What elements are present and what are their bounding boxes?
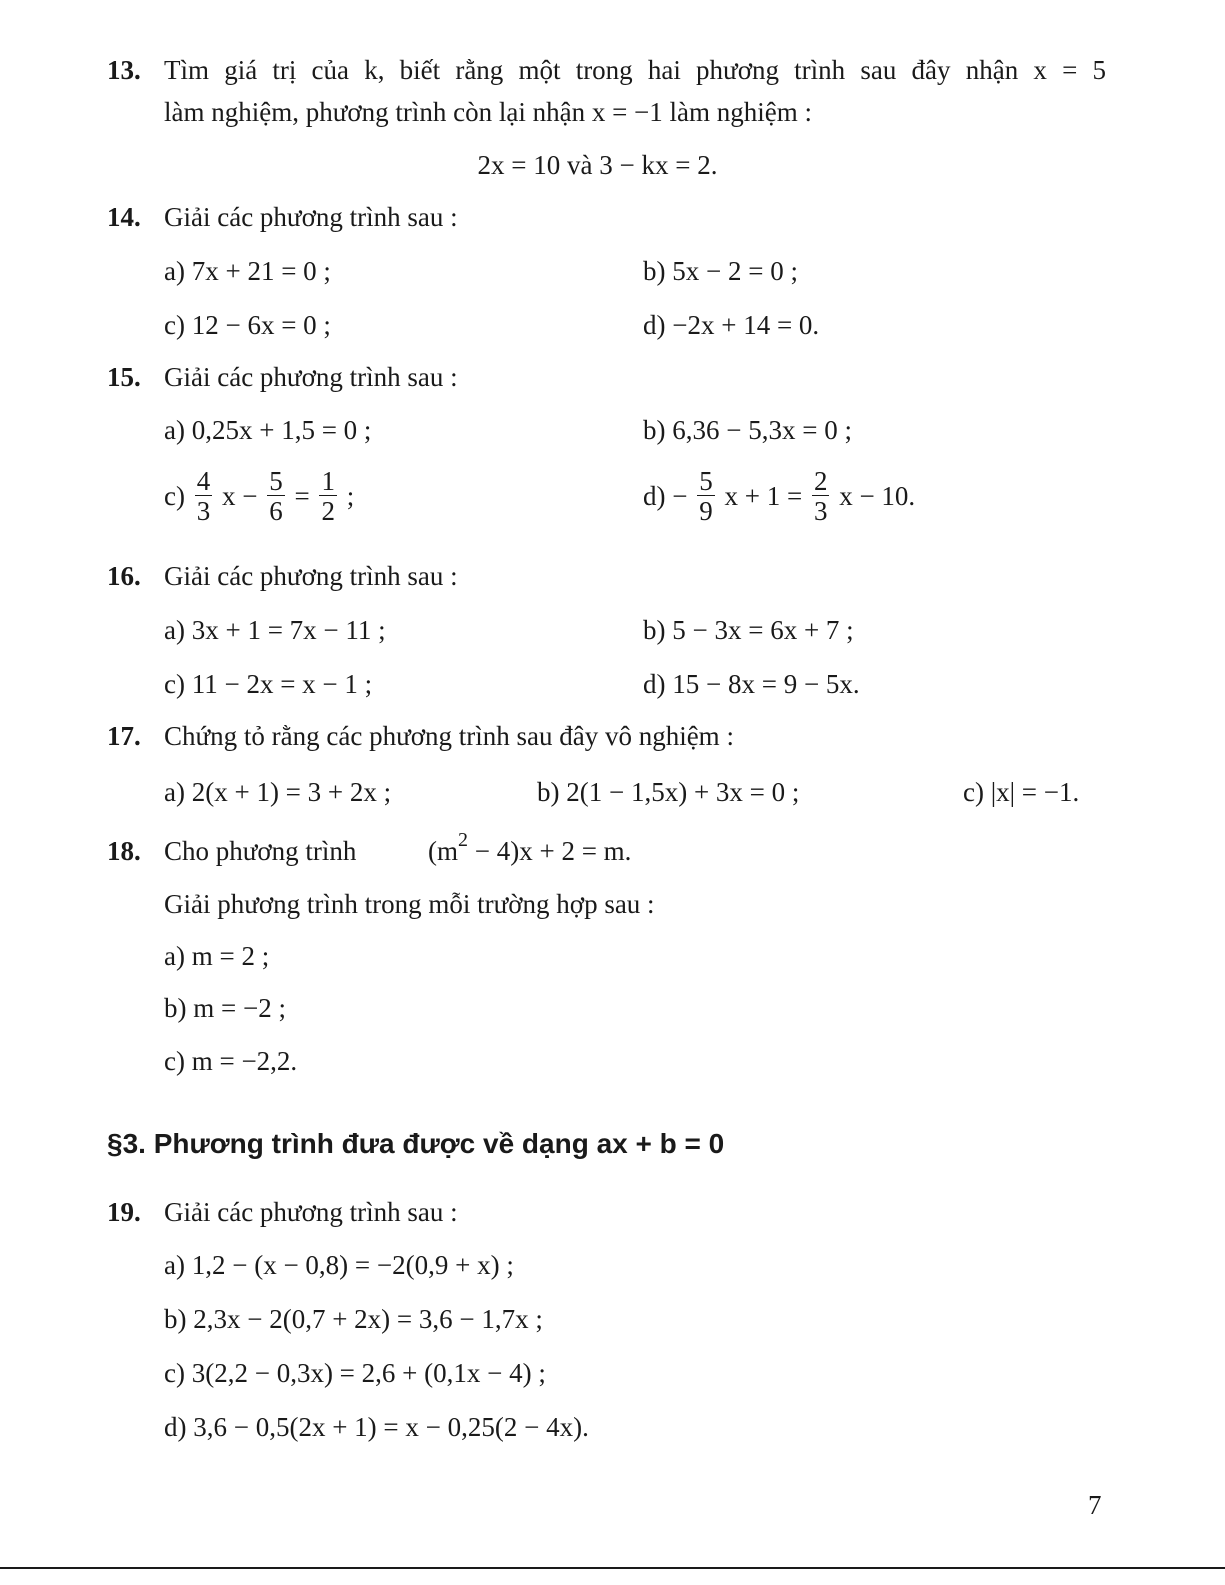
fraction-denominator: 3 [196, 496, 211, 526]
expression-text: x + 1 = [724, 481, 803, 511]
problem-13-equation: 2x = 10 và 3 − kx = 2. [477, 150, 718, 180]
fraction [319, 468, 337, 525]
problem-18-lead: Cho phương trình [164, 836, 357, 866]
fraction-numerator: 5 [699, 466, 713, 496]
expression-text: x − 10. [839, 481, 916, 511]
problem-17-title: Chứng tỏ rằng các phương trình sau đây vô nghiệm : [164, 721, 734, 751]
problem-17-number: 17. [107, 721, 141, 751]
problem-15-a: a) 0,25x + 1,5 = 0 ; [164, 415, 372, 445]
problem-14-d: d) −2x + 14 = 0. [643, 310, 820, 340]
equation-part: (m [428, 836, 458, 866]
fraction-denominator: 6 [269, 496, 283, 526]
fraction [812, 468, 830, 525]
fraction-numerator: 5 [269, 466, 283, 496]
fraction-denominator: 2 [321, 496, 335, 526]
problem-19-d: d) 3,6 − 0,5(2x + 1) = x − 0,25(2 − 4x). [164, 1412, 589, 1442]
problem-19-title: Giải các phương trình sau : [164, 1197, 458, 1227]
fraction [267, 468, 285, 525]
problem-15-c-label: c) [164, 481, 185, 511]
problem-18-equation [428, 829, 632, 866]
problem-19-c: c) 3(2,2 − 0,3x) = 2,6 + (0,1x − 4) ; [164, 1358, 546, 1388]
problem-18-c: c) m = −2,2. [164, 1046, 298, 1076]
problem-18-subtitle: Giải phương trình trong mỗi trường hợp sau : [164, 889, 655, 919]
fraction-numerator: 1 [321, 466, 335, 496]
expression-text: x − [221, 481, 258, 511]
bottom-rule [0, 1567, 1225, 1569]
problem-17-a: a) 2(x + 1) = 3 + 2x ; [164, 777, 392, 807]
fraction [697, 468, 715, 525]
problem-15-d [643, 468, 915, 525]
expression-text: ; [346, 481, 355, 511]
problem-15-d-label: d) [643, 481, 666, 511]
problem-13-line1: Tìm giá trị của k, biết rằng một trong hai phương trình sau đây nhận x = 5 [164, 55, 1106, 85]
expression-text: = [294, 481, 310, 511]
problem-14-title: Giải các phương trình sau : [164, 202, 458, 232]
problem-15-title: Giải các phương trình sau : [164, 362, 458, 392]
problem-19-a: a) 1,2 − (x − 0,8) = −2(0,9 + x) ; [164, 1250, 514, 1280]
problem-14-b: b) 5x − 2 = 0 ; [643, 256, 798, 286]
problem-13-line2: làm nghiệm, phương trình còn lại nhận x = −1 làm nghiệm : [164, 97, 813, 127]
problem-17-b: b) 2(1 − 1,5x) + 3x = 0 ; [537, 777, 800, 807]
exponent: 2 [458, 829, 468, 851]
problem-14-c: c) 12 − 6x = 0 ; [164, 310, 331, 340]
problem-16-d: d) 15 − 8x = 9 − 5x. [643, 669, 860, 699]
section-heading: §3. Phương trình đưa được về dạng ax + b = 0 [107, 1128, 725, 1159]
problem-18-b: b) m = −2 ; [164, 993, 286, 1023]
problem-19-number: 19. [107, 1197, 141, 1227]
problem-15-number: 15. [107, 362, 141, 392]
problem-19-b: b) 2,3x − 2(0,7 + 2x) = 3,6 − 1,7x ; [164, 1304, 543, 1334]
problem-17-c: c) |x| = −1. [963, 777, 1080, 807]
problem-16-b: b) 5 − 3x = 6x + 7 ; [643, 615, 854, 645]
page-number: 7 [1088, 1490, 1102, 1520]
expression-text: − [672, 481, 688, 511]
problem-16-c: c) 11 − 2x = x − 1 ; [164, 669, 373, 699]
problem-14-number: 14. [107, 202, 141, 232]
fraction-numerator: 4 [196, 466, 211, 496]
fraction-denominator: 9 [699, 496, 713, 526]
fraction-numerator: 2 [813, 466, 828, 496]
fraction [195, 468, 213, 525]
equation-part: − 4)x + 2 = m. [468, 836, 632, 866]
problem-18-number: 18. [107, 836, 141, 866]
problem-14-a: a) 7x + 21 = 0 ; [164, 256, 331, 286]
fraction-denominator: 3 [813, 496, 828, 526]
problem-18-a: a) m = 2 ; [164, 941, 270, 971]
problem-15-b: b) 6,36 − 5,3x = 0 ; [643, 415, 852, 445]
problem-15-c [164, 468, 354, 525]
problem-16-a: a) 3x + 1 = 7x − 11 ; [164, 615, 386, 645]
problem-16-number: 16. [107, 561, 141, 591]
problem-13-number: 13. [107, 55, 141, 85]
problem-16-title: Giải các phương trình sau : [164, 561, 458, 591]
